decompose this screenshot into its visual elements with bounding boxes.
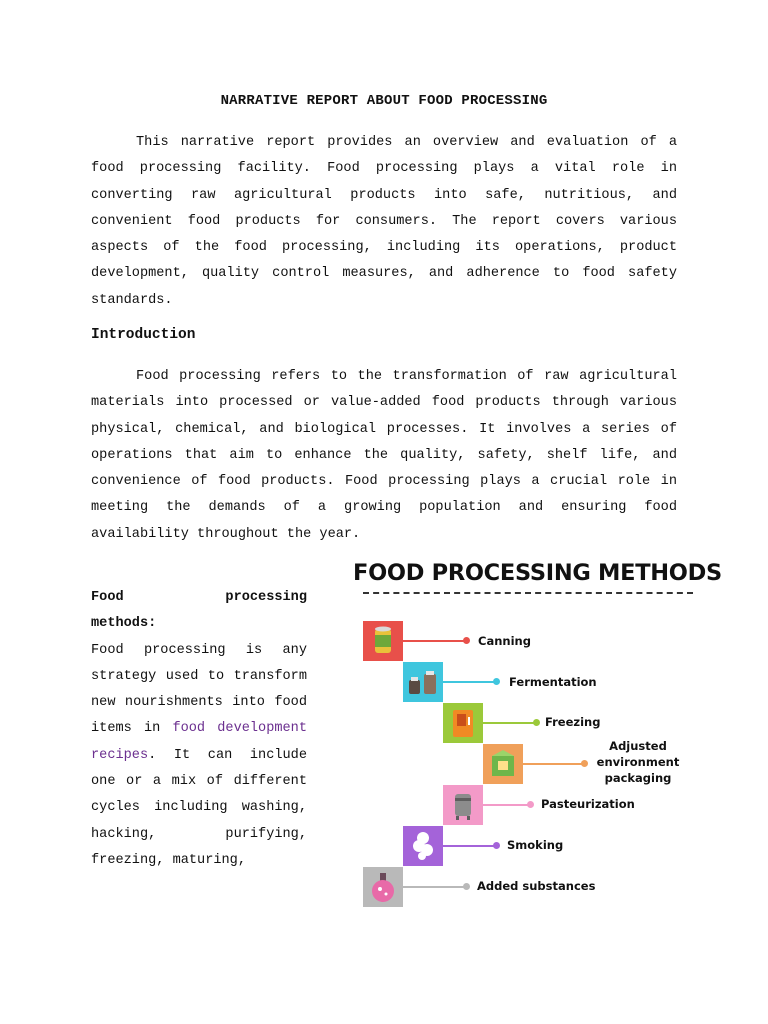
introduction-paragraph: Food processing refers to the transformation of raw agricultural materials into processed or value-added food products through various physical, chemical, and biological processes. It involves a series of operations that aim to enhance the quality, safety, shelf life, and convenience of food products. Food processing plays a crucial role in meeting the demands of a growing population and ensuring food availability throughout the year. [91,369,677,542]
freezer-icon [443,703,483,743]
smoke-icon [403,826,443,866]
canning-connector [403,640,465,642]
freezing-box [443,703,483,743]
can-icon [363,621,403,661]
smoking-dot [493,842,500,849]
fermentation-dot [493,678,500,685]
fermentation-box [403,662,443,702]
flask-icon [363,867,403,907]
methods-text-continued: . It can include one or a mix of different cycles including washing, hacking, purifying, freezing, maturing, [91,747,307,868]
canning-box [363,621,403,661]
label-canning: Canning [478,634,531,648]
label-smoking: Smoking [507,838,564,852]
canning-dot [463,637,470,644]
document-title: NARRATIVE REPORT ABOUT FOOD PROCESSING [220,93,548,109]
packaging-connector [523,763,583,765]
added-substances-dot [463,883,470,890]
fermentation-jars-icon [403,662,443,702]
freezing-connector [483,722,535,724]
food-processing-methods-infographic [345,556,722,916]
title-dashed-underline [363,592,693,594]
smoking-box [403,826,443,866]
pasteurization-box [443,785,483,825]
methods-heading-line1: Food processing [91,590,307,605]
packaging-dot [581,760,588,767]
added-substances-connector [403,886,465,888]
package-icon [483,744,523,784]
methods-heading-line2: methods: [91,616,157,632]
added-substances-box [363,867,403,907]
methods-text: Food processing is any strategy used to transform new nourishments into food items in [91,642,307,737]
food-development-recipes-link[interactable]: food development recipes [91,721,307,763]
infographic-title: FOOD PROCESSING METHODS [353,560,722,586]
intro-paragraph: This narrative report provides an overview and evaluation of a food processing facility. Food processing plays a vital role in converting raw agricultural products into safe, nutritious, and convenient food products for consumers. The report covers various aspects of the food processing, including its operations, product development, quality control measures, and adherence to food safety standards. [91,135,677,308]
label-freezing: Freezing [545,715,601,729]
label-adjusted-environment-packaging: Adjusted environment packaging [596,739,680,785]
section-heading-introduction: Introduction [91,327,196,343]
fermentation-connector [443,681,495,683]
freezing-dot [533,719,540,726]
pasteurization-connector [483,804,529,806]
pasteurization-dot [527,801,534,808]
label-fermentation: Fermentation [509,675,597,689]
packaging-box [483,744,523,784]
label-pasteurization: Pasteurization [541,797,635,811]
methods-column [91,585,307,874]
pasteurizer-tank-icon [443,785,483,825]
label-added-substances: Added substances [477,879,596,893]
smoking-connector [443,845,495,847]
